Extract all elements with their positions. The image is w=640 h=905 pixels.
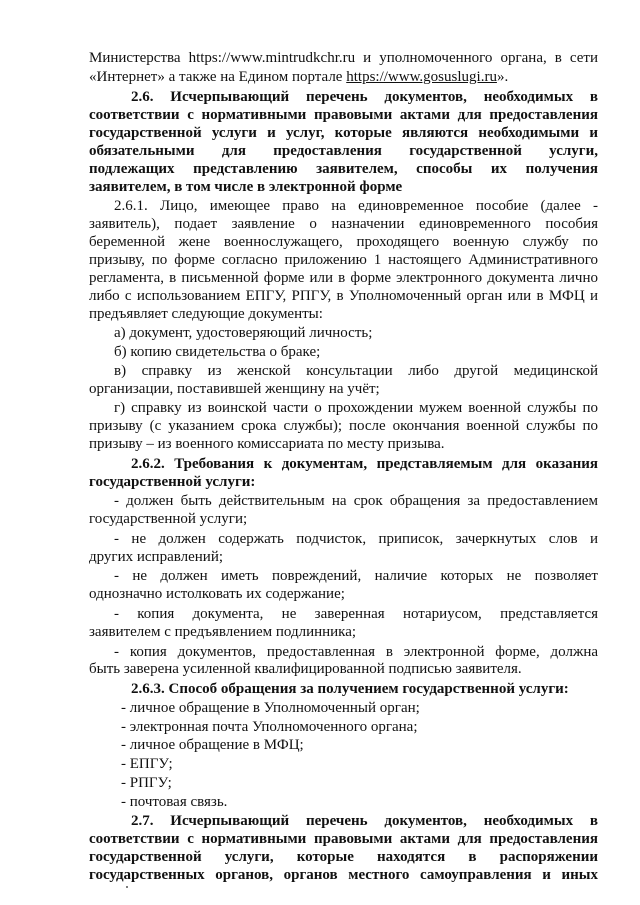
text-line: предъявляет следующие документы:: [89, 306, 323, 322]
text-line: организации, поставившей женщину на учёт;: [89, 381, 380, 397]
text-line: заявителем с предъявлением подлинника;: [89, 624, 357, 640]
text-line: - электронная почта Уполномоченного органа;: [121, 719, 418, 735]
text-line: соответствии с нормативными правовыми актами для предоставления: [89, 107, 598, 123]
text-line: - личное обращение в МФЦ;: [121, 737, 304, 753]
text-line: Министерства https://www.mintrudkchr.ru и уполномоченного органа, в сети: [89, 50, 598, 66]
text-line: быть заверена усиленной квалифицированной подписью заявителя.: [89, 661, 522, 677]
text-line: 2.6.3. Способ обращения за получением государственной услуги:: [131, 681, 569, 697]
text-line: в) справку из женской консультации либо другой медицинской: [114, 363, 598, 379]
text-line: б) копию свидетельства о браке;: [114, 344, 321, 360]
text-line: 2.7. Исчерпывающий перечень документов, необходимых в: [131, 813, 598, 829]
text-line: заявителем, в том числе в электронной форме: [89, 179, 403, 195]
text-line: государственной услуги и услуг, которые являются необходимыми и: [89, 125, 598, 141]
text-line: государственной услуги;: [89, 511, 248, 527]
text-line: - копия документов, предоставленная в электронной форме, должна: [114, 644, 598, 660]
text-line: - РПГУ;: [121, 775, 172, 791]
text-line: регламента, в письменной форме или в форме электронного документа лично: [89, 270, 598, 286]
text-line: государственной услуги, которые находятся в распоряжении: [89, 849, 598, 865]
text-line: - ЕПГУ;: [121, 756, 173, 772]
text-line: г) справку из воинской части о прохождении мужем военной службы по: [114, 400, 598, 416]
text-line: призыву – из военного комиссариата по месту призыва.: [89, 436, 445, 452]
text-line: государственных органов, органов местного самоуправления и иных: [89, 867, 598, 883]
text-line: беременной жене военнослужащего, проходящего военную службу по: [89, 234, 598, 250]
text-line: призыву (с указанием срока службы); после окончания военной службы по: [89, 418, 598, 434]
text-line: - не должен иметь повреждений, наличие которых не позволяет: [114, 568, 598, 584]
text-line: однозначно истолковать их содержание;: [89, 586, 345, 602]
text-line: либо с использованием ЕПГУ, РПГУ, в Уполномоченный орган или в МФЦ и: [89, 288, 598, 304]
scan-speck: [126, 886, 128, 888]
text-line: - копия документа, не заверенная нотариусом, представляется: [114, 606, 598, 622]
gosuslugi-link[interactable]: https://www.gosuslugi.ru: [346, 69, 497, 85]
text-line: призыву, по форме согласно приложению 1 настоящего Административного: [89, 252, 598, 268]
text-line: - не должен содержать подчисток, приписок, зачеркнутых слов и: [114, 531, 598, 547]
text-line: обязательными для предоставления государственной услуги,: [89, 143, 598, 159]
text-line: подлежащих представлению заявителем, способы их получения: [89, 161, 598, 177]
text-line: государственной услуги:: [89, 474, 256, 490]
text-line: «Интернет» а также на Едином портале https://www.gosuslugi.ru».: [89, 69, 509, 85]
text-line: - почтовая связь.: [121, 794, 228, 810]
text-line: 2.6.1. Лицо, имеющее право на единовременное пособие (далее -: [114, 198, 598, 214]
text-line: - личное обращение в Уполномоченный орган;: [121, 700, 420, 716]
text-line: а) документ, удостоверяющий личность;: [114, 325, 373, 341]
text-line: заявитель), подает заявление о назначении единовременного пособия: [89, 216, 598, 232]
text-line: соответствии с нормативными правовыми актами для предоставления: [89, 831, 598, 847]
text-line: других исправлений;: [89, 549, 224, 565]
text-line: - должен быть действительным на срок обращения за предоставлением: [114, 493, 598, 509]
text-line: 2.6. Исчерпывающий перечень документов, необходимых в: [131, 89, 598, 105]
text-line: 2.6.2. Требования к документам, представляемым для оказания: [131, 456, 598, 472]
